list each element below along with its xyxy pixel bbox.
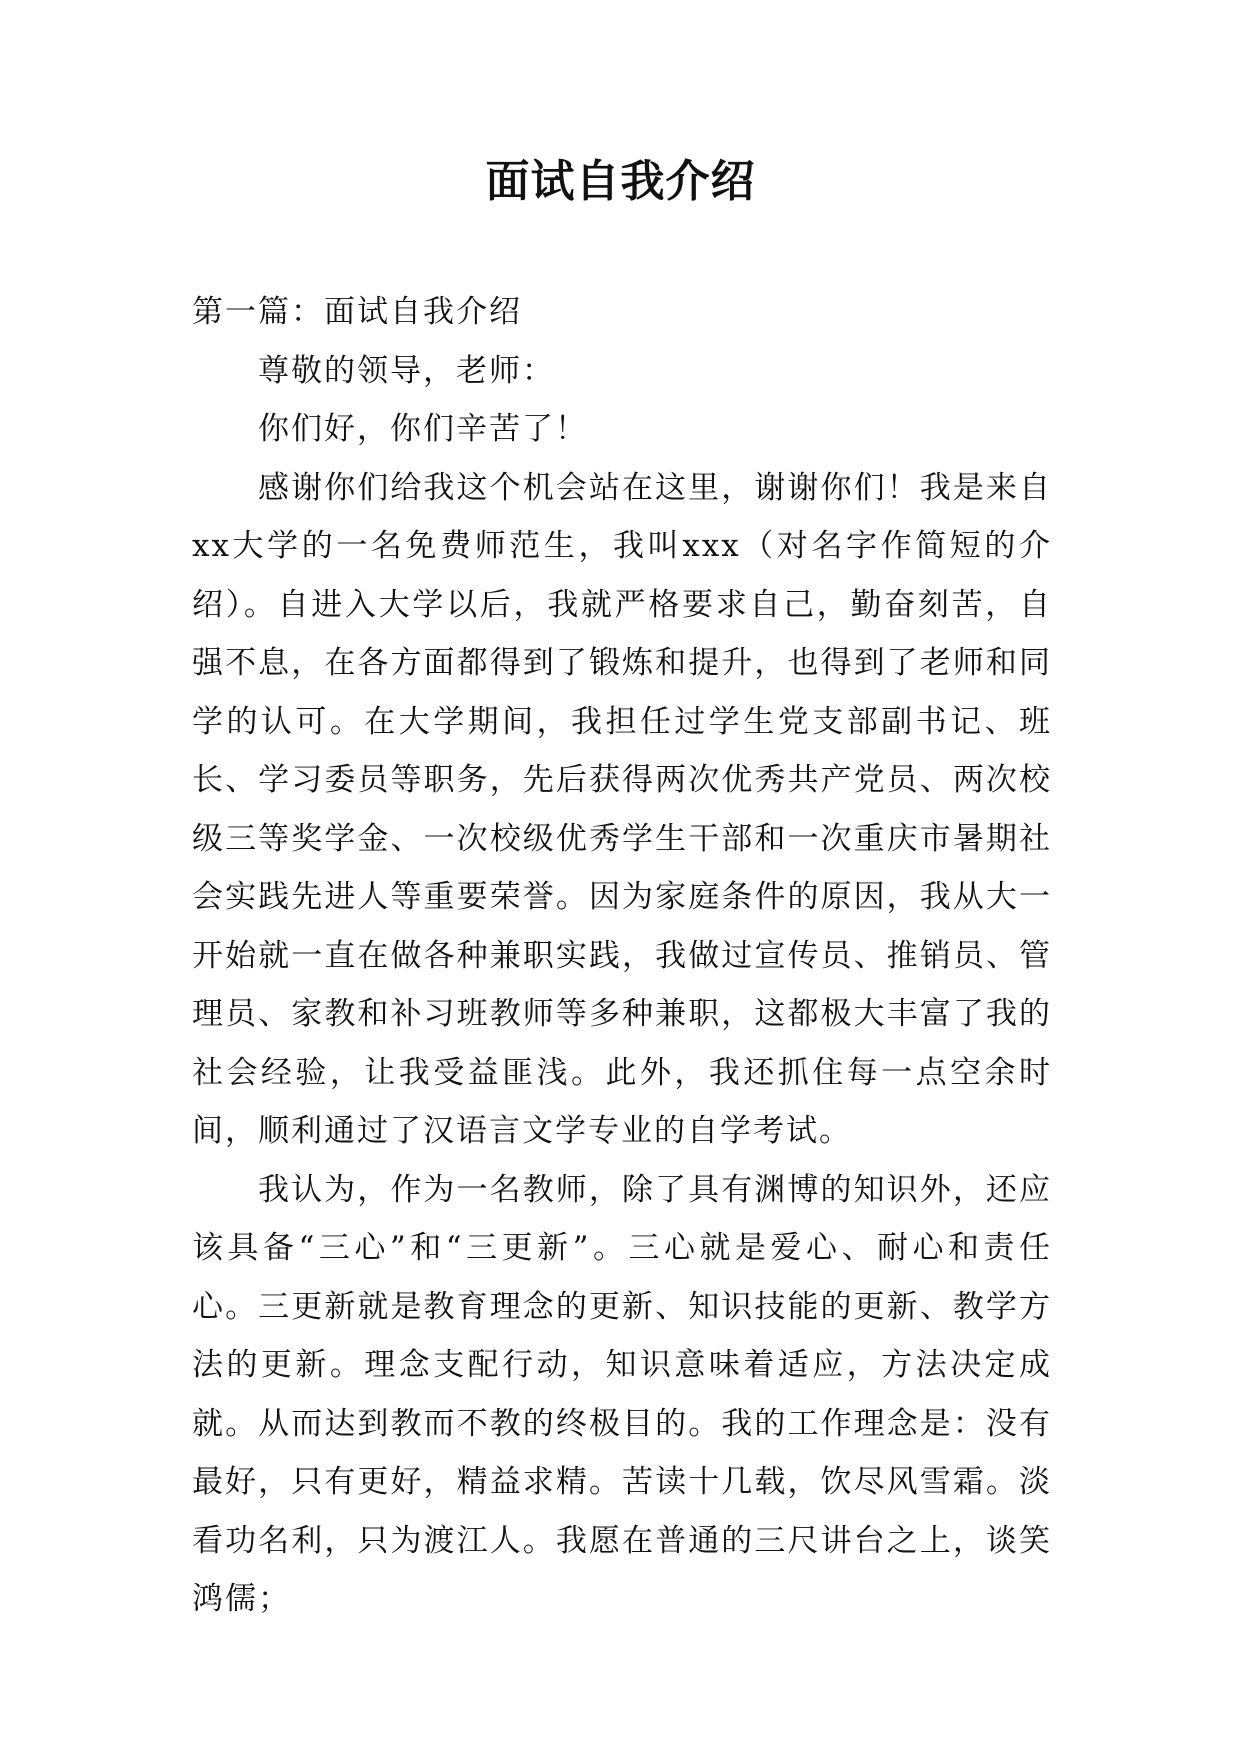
greeting: 你们好，你们辛苦了！ xyxy=(258,411,588,447)
document-body xyxy=(192,283,1052,1629)
document-title: 面试自我介绍 xyxy=(485,156,756,207)
paragraph: 我认为，作为一名教师，除了具有渊博的知识外，还应该具备“三心”和“三更新”。三心就是爱心、耐心和责任心。三更新就是教育理念的更新、知识技能的更新、教学方法的更新。理念支配行动，知识意味着适应，方法决定成就。从而达到教而不教的终极目的。我的工作理念是：没有最好，只有更好，精益求精。苦读十几载，饮尽风雪霜。淡看功名利，只为渡江人。我愿在普通的三尺讲台之上，谈笑鸿儒； xyxy=(192,1171,1052,1617)
paragraph: 感谢你们给我这个机会站在这里，谢谢你们！我是来自xx大学的一名免费师范生，我叫xxx（对名字作简短的介绍）。自进入大学以后，我就严格要求自己，勤奋刻苦，自强不息，在各方面都得到了锻炼和提升，也得到了老师和同学的认可。在大学期间，我担任过学生党支部副书记、班长、学习委员等职务，先后获得两次优秀共产党员、两次校级三等奖学金、一次校级优秀学生干部和一次重庆市暑期社会实践先进人等重要荣誉。因为家庭条件的原因，我从大一开始就一直在做各种兼职实践，我做过宣传员、推销员、管理员、家教和补习班教师等多种兼职，这都极大丰富了我的社会经验，让我受益匪浅。此外，我还抓住每一点空余时间，顺利通过了汉语言文学专业的自学考试。 xyxy=(192,469,1052,1149)
salutation: 尊敬的领导，老师： xyxy=(258,352,555,389)
section-heading: 第一篇：面试自我介绍 xyxy=(192,294,522,330)
